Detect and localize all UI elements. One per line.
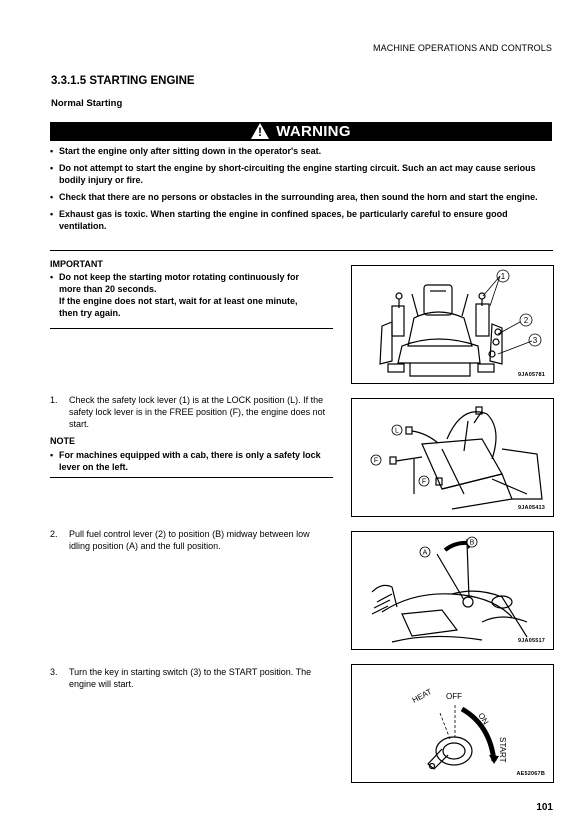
- warning-item: • Exhaust gas is toxic. When starting the engine in confined spaces, be particularly careful to ensure good ventilation.: [50, 208, 554, 232]
- warning-triangle-icon: !: [251, 123, 269, 139]
- note-bottom-rule: [50, 477, 333, 478]
- subsection-title: Normal Starting: [51, 98, 123, 109]
- figure-operator-seat-drawing: [352, 266, 553, 383]
- figure-code: 9JA05413: [518, 505, 545, 511]
- warning-banner: [50, 122, 552, 141]
- important-body: [50, 271, 332, 319]
- figure-code: 9JA05781: [518, 372, 545, 378]
- page-number: 101: [536, 802, 553, 813]
- callout-label: F: [421, 478, 427, 486]
- step-2: [50, 528, 330, 552]
- step-3: [50, 666, 330, 690]
- callout-label: F: [373, 457, 379, 465]
- figure-safety-lock-lever-drawing: [352, 399, 553, 516]
- figure-starting-switch-drawing: [352, 665, 553, 782]
- step-text: Pull fuel control lever (2) to position (B) midway between low idling position (A) and the full position.: [69, 529, 310, 551]
- figure-safety-lock-lever: [351, 398, 554, 517]
- important-line: then try again.: [59, 308, 121, 318]
- important-bottom-rule: [50, 328, 333, 329]
- important-line: more than 20 seconds.: [59, 284, 157, 294]
- switch-position-start: START: [498, 737, 507, 763]
- switch-position-heat: HEAT: [410, 687, 434, 705]
- warning-label: WARNING: [276, 123, 351, 140]
- important-line: If the engine does not start, wait for at least one minute,: [59, 296, 298, 306]
- step-number: 3.: [50, 667, 58, 677]
- figure-fuel-control-lever: [351, 531, 554, 650]
- figure-starting-switch: [351, 664, 554, 783]
- callout-label: 3: [532, 336, 538, 345]
- callout-label: 1: [500, 272, 506, 281]
- switch-position-off: OFF: [446, 692, 462, 701]
- callout-label: A: [422, 549, 428, 557]
- warning-item: • Do not attempt to start the engine by short-circuiting the engine starting circuit. Such an act may cause serious bodily injury or fire.: [50, 162, 554, 186]
- section-title: 3.3.1.5 STARTING ENGINE: [51, 75, 195, 87]
- warning-item: • Check that there are no persons or obstacles in the surrounding area, then sound the horn and start the engine.: [50, 191, 554, 203]
- callout-label: L: [395, 427, 399, 435]
- figure-fuel-control-lever-drawing: [352, 532, 553, 649]
- important-line: • Do not keep the starting motor rotating continuously for: [50, 271, 332, 283]
- important-title: IMPORTANT: [50, 259, 103, 269]
- warning-bottom-rule: [50, 250, 553, 251]
- step-1: [50, 394, 330, 430]
- figure-code: AE52067B: [516, 771, 545, 777]
- running-header: MACHINE OPERATIONS AND CONTROLS: [373, 43, 552, 53]
- note-body: • For machines equipped with a cab, there is only a safety lock lever on the left.: [50, 449, 332, 473]
- callout-label: 2: [523, 316, 529, 325]
- warning-item: • Start the engine only after sitting down in the operator's seat.: [50, 145, 554, 157]
- callout-label: B: [469, 539, 475, 547]
- step-text: Check the safety lock lever (1) is at the LOCK position (L). If the safety lock lever is in the FREE position (F), the engine does not start.: [69, 395, 326, 429]
- step-number: 1.: [50, 395, 58, 405]
- note-title: NOTE: [50, 436, 76, 446]
- figure-code: 9JA05517: [518, 638, 545, 644]
- switch-position-on: ON: [476, 711, 491, 727]
- figure-operator-seat: [351, 265, 554, 384]
- step-number: 2.: [50, 529, 58, 539]
- warning-list: [50, 145, 554, 237]
- step-text: Turn the key in starting switch (3) to the START position. The engine will start.: [69, 667, 312, 689]
